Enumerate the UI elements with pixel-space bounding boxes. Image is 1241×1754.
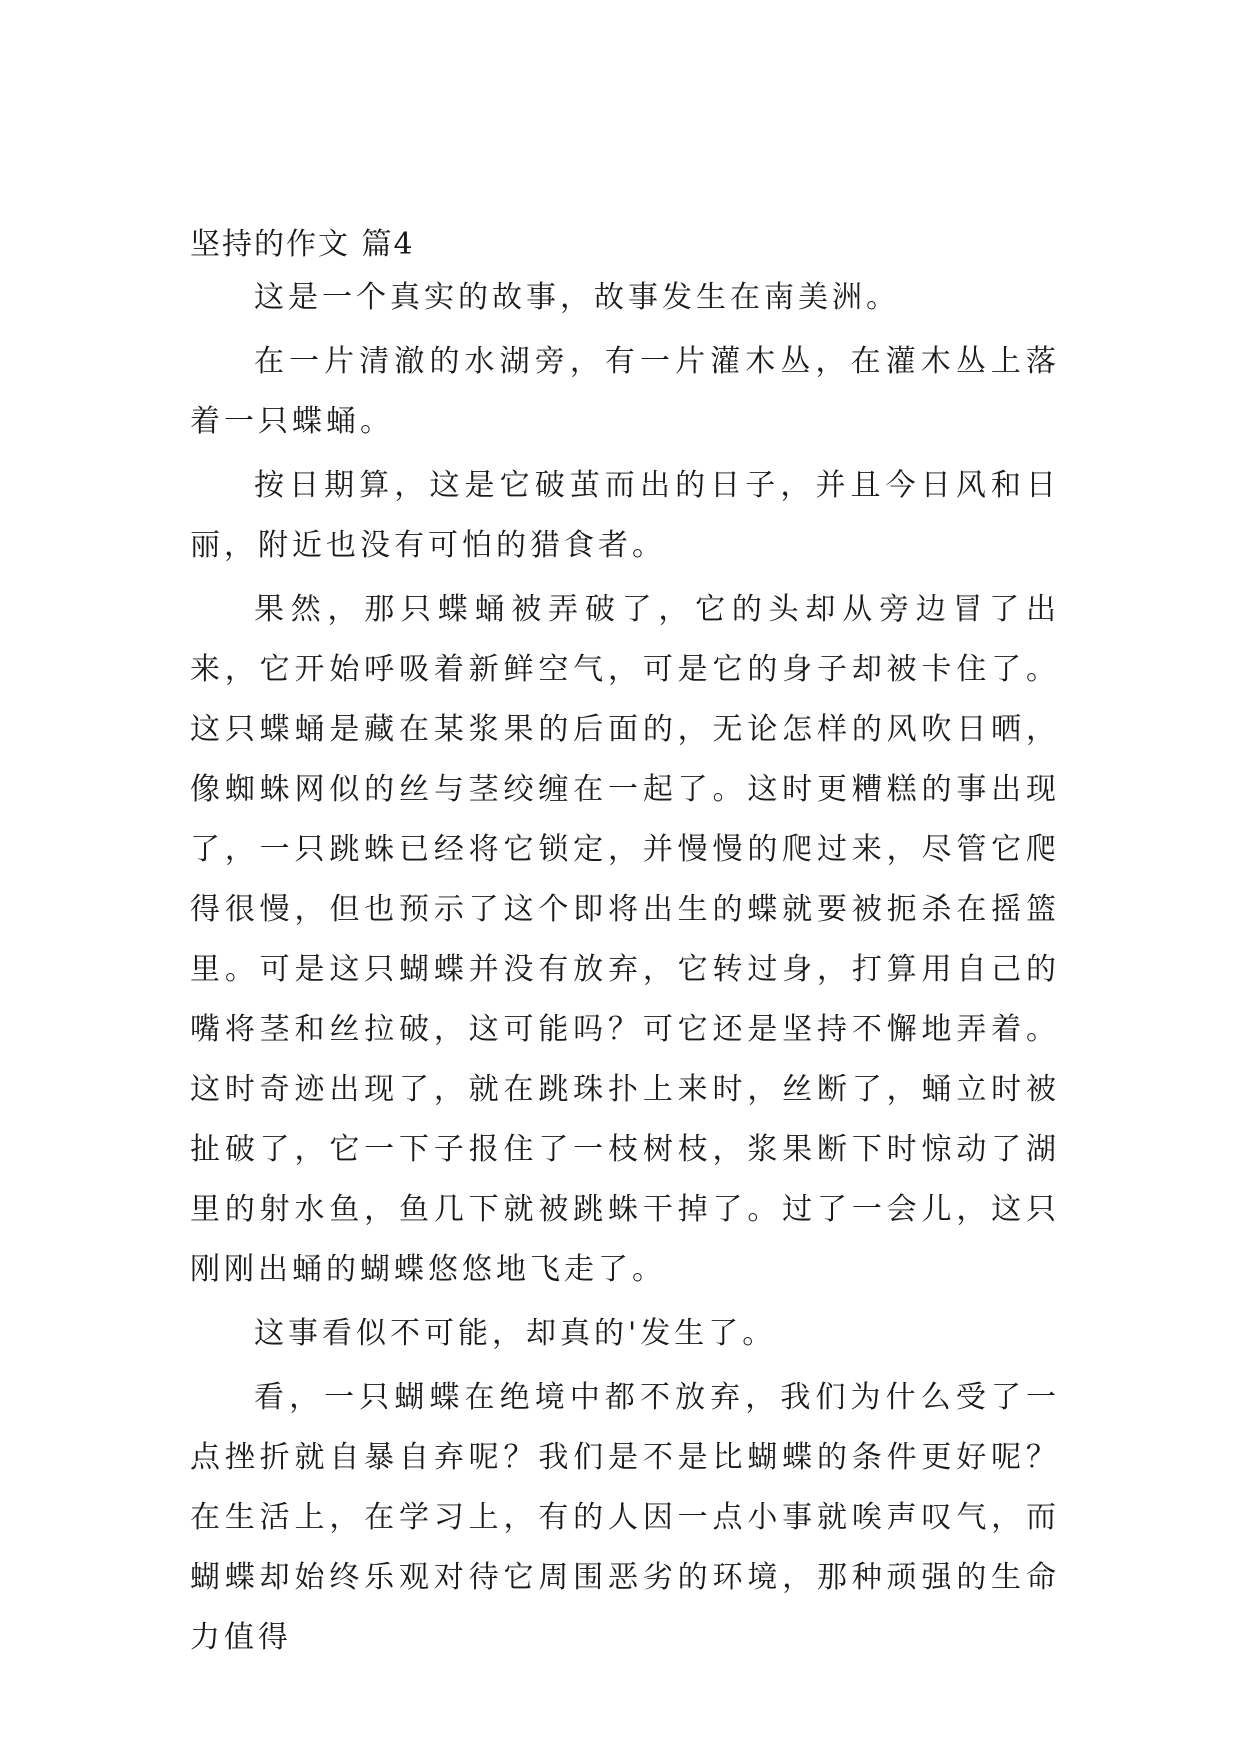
document-title: 坚持的作文 篇4 [190, 227, 415, 262]
paragraph-1: 这是一个真实的故事，故事发生在南美洲。 [254, 280, 900, 315]
paragraph-5: 这事看似不可能，却真的'发生了。 [254, 1316, 777, 1351]
paragraph-2: 在一片清澈的水湖旁，有一片灌木丛，在灌木丛上落着一只蝶蛹。 [190, 344, 1060, 439]
paragraph-6: 看，一只蝴蝶在绝境中都不放弃，我们为什么受了一点挫折就自暴自弃呢？我们是不是比蝴蝶的条件更好呢？在生活上，在学习上，有的人因一点小事就唉声叹气，而蝴蝶却始终乐观对待它周围恶劣的环境，那种顽强的生命力值得 [190, 1380, 1060, 1655]
paragraph-3: 按日期算，这是它破茧而出的日子，并且今日风和日丽，附近也没有可怕的猎食者。 [190, 468, 1060, 563]
document-body [190, 222, 1060, 1672]
paragraph-4: 果然，那只蝶蛹被弄破了，它的头却从旁边冒了出来，它开始呼吸着新鲜空气，可是它的身子却被卡住了。这只蝶蛹是藏在某浆果的后面的，无论怎样的风吹日晒，像蜘蛛网似的丝与茎绞缠在一起了。这时更糟糕的事出现了，一只跳蛛已经将它锁定，并慢慢的爬过来，尽管它爬得很慢，但也预示了这个即将出生的蝶就要被扼杀在摇篮里。可是这只蝴蝶并没有放弃，它转过身，打算用自己的嘴将茎和丝拉破，这可能吗？可它还是坚持不懈地弄着。这时奇迹出现了，就在跳珠扑上来时，丝断了，蛹立时被扯破了，它一下子报住了一枝树枝，浆果断下时惊动了湖里的射水鱼，鱼几下就被跳蛛干掉了。过了一会儿，这只刚刚出蛹的蝴蝶悠悠地飞走了。 [190, 592, 1060, 1287]
